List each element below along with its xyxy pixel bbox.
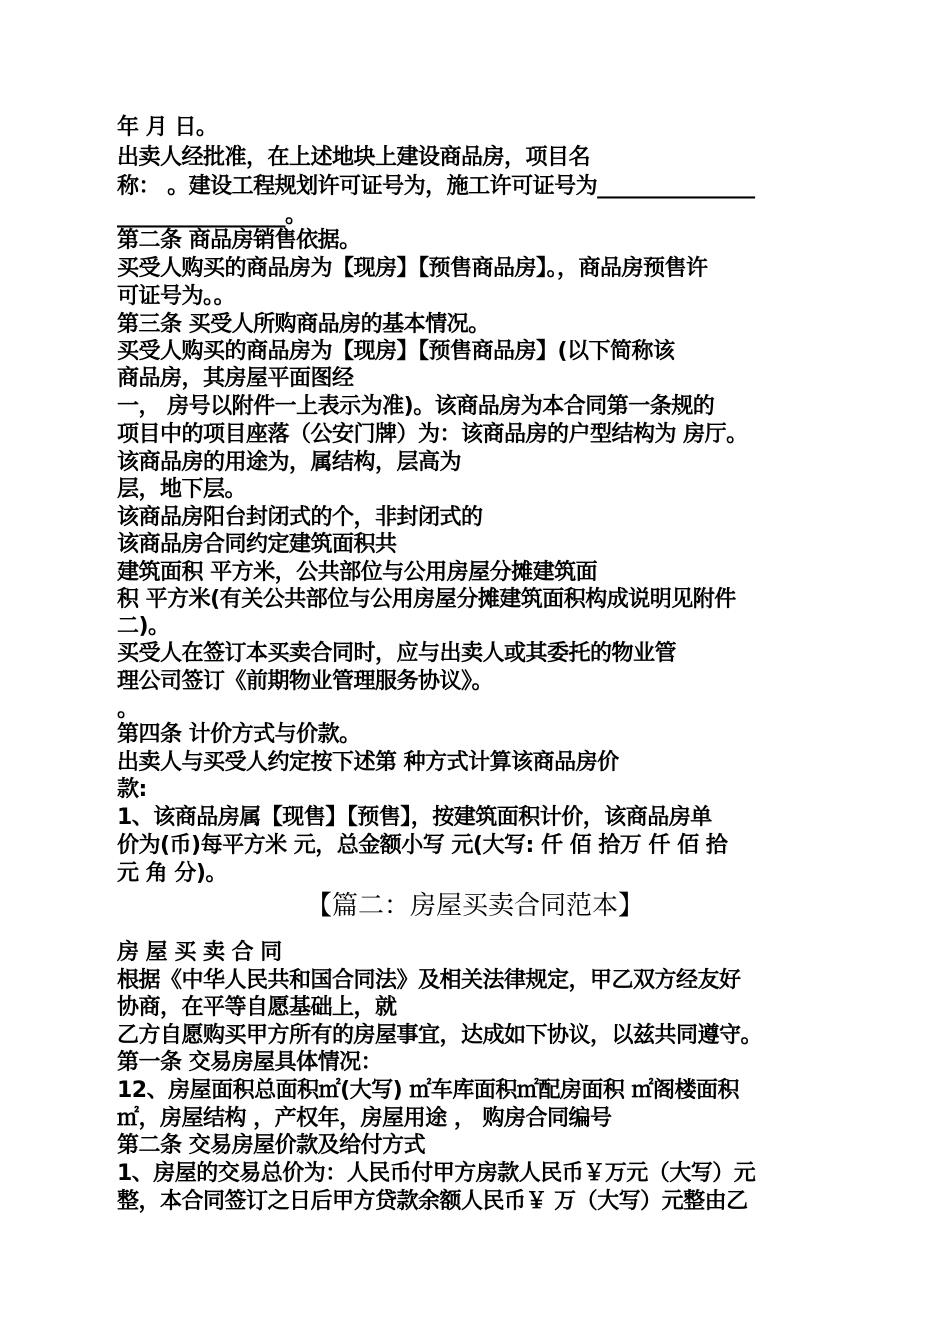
article-heading: 【篇二：房屋买卖合同范本】 (305, 891, 644, 921)
text-line: 款: (117, 777, 147, 802)
section-heading: 第一条 交易房屋具体情况： (117, 1050, 383, 1075)
text-line: 商品房，其房屋平面图经 (117, 366, 354, 391)
text-line: 买受人购买的商品房为【现房】【预售商品房】。，商品房预售许 (117, 256, 708, 281)
text-line: 项目中的项目座落（公安门牌）为：该商品房的户型结构为 房厅。 (117, 422, 748, 447)
text-line: 称： 。建设工程规划许可证号为，施工许可证号为_______________ (117, 174, 755, 199)
text-line: 根据《中华人民共和国合同法》及相关法律规定，甲乙双方经友好 (117, 968, 741, 993)
text-line: 1、房屋的交易总价为：人民币付甲方房款人民币￥万元（大写）元 (117, 1161, 756, 1186)
text-line: 。 (117, 697, 139, 722)
text-line: 可证号为。。 (117, 284, 236, 309)
contract-title: 房 屋 买 卖 合 同 (117, 940, 282, 965)
text-line: 该商品房的用途为，属结构，层高为 (117, 450, 462, 475)
text-line: 该商品房合同约定建筑面积共 (117, 532, 397, 557)
text-line: ________________。 (117, 203, 307, 228)
text-line: 年 月 日。 (117, 115, 218, 140)
text-line: 买受人在签订本买卖合同时，应与出卖人或其委托的物业管 (117, 641, 677, 666)
text-line: 12、房屋面积总面积㎡(大写) ㎡车库面积㎡配房面积 ㎡阁楼面积 (117, 1078, 740, 1103)
text-line: 元 角 分)。 (117, 861, 227, 886)
section-heading: 第二条 交易房屋价款及给付方式 (117, 1133, 426, 1158)
text-line: 1、该商品房属【现售】【预售】，按建筑面积计价，该商品房单 (117, 805, 712, 830)
text-line: 价为(币)每平方米 元，总金额小写 元(大写: 仟 佰 拾万 仟 佰 拾 (117, 833, 728, 858)
section-heading: 第二条 商品房销售依据。 (117, 228, 361, 253)
text-line: 买受人购买的商品房为【现房】【预售商品房】(以下简称该 (117, 339, 675, 364)
text-line: 乙方自愿购买甲方所有的房屋事宜，达成如下协议，以兹共同遵守。 (117, 1023, 763, 1048)
text-line: 该商品房阳台封闭式的个，非封闭式的 (117, 505, 483, 530)
text-line: 协商，在平等自愿基础上，就 (117, 995, 397, 1020)
text-line: 整，本合同签订之日后甲方贷款余额人民币￥ 万（大写）元整由乙 (117, 1189, 748, 1214)
text-line: 一， 房号以附件一上表示为准)。该商品房为本合同第一条规的 (117, 394, 715, 419)
text-line: 建筑面积 平方米，公共部位与公用房屋分摊建筑面 (117, 560, 598, 585)
text-line: ㎡，房屋结构 ，产权年，房屋用途 ， 购房合同编号 (117, 1106, 612, 1131)
text-line: 出卖人与买受人约定按下述第 种方式计算该商品房价 (117, 750, 619, 775)
text-line: 二)。 (117, 614, 170, 639)
text-line: 理公司签订《前期物业管理服务协议》。 (117, 669, 494, 694)
text-line: 积 平方米(有关公共部位与公用房屋分摊建筑面积构成说明见附件 (117, 587, 736, 612)
text-line: 出卖人经批准，在上述地块上建设商品房，项目名 (117, 145, 591, 170)
section-heading: 第三条 买受人所购商品房的基本情况。 (117, 312, 490, 337)
section-heading: 第四条 计价方式与价款。 (117, 722, 361, 747)
text-line: 层，地下层。 (117, 477, 247, 502)
